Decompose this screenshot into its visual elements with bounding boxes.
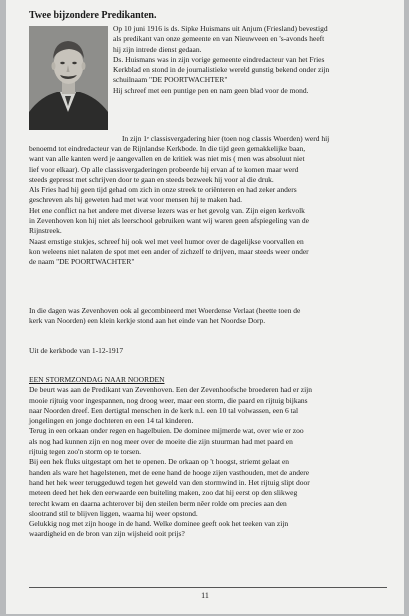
body-line: Rijnstreek. <box>29 226 62 236</box>
story-line: terecht kwam en daarna achterover bij den steilen berm nêer rolde om precies aan den <box>29 498 287 508</box>
story-line: handen als ware het hagelstenen, met de eene hand de hooge zijen vasthouden, met de andere <box>29 467 310 477</box>
story-line: De beurt was aan de Predikant van Zevenhoven. Een der Zevenhoofsche broederen had er zijn <box>29 385 313 395</box>
body-line: lief voor elkaar). Op alle classisvergaderingen probeerde hij ervan af te komen maar werd <box>29 164 299 174</box>
page-number: 11 <box>201 591 209 600</box>
classis-first-line: In zijn 1ᵉ classisvergadering hier (toen nog classis Woerden) werd hij <box>122 134 330 143</box>
body-line: kon weleens niet nalaten de spot met een ander of zichzelf te drijven, maar steeds weer onder <box>29 246 309 256</box>
story-line: rijtuig tegen zoo'n storm op te torsen. <box>29 447 141 457</box>
body-line: geschreven als hij geweten had met wat voor mensen hij te maken had. <box>29 195 243 205</box>
body-line: benoemd tot eindredacteur van de Rijnlandse Kerkbode. In die tijd geen gemakkelijke baan, <box>29 144 306 153</box>
intro-line: Ds. Huismans was in zijn vorige gemeente eindredacteur van het Fries <box>113 54 325 64</box>
story-line: mooie rijtuig voor ingespannen, nog droog weer, maar een storm, die paard en rijtuig bijkans <box>29 395 308 405</box>
story-line: slootrand stil te blijven liggen, waarna hij weer opstond. <box>29 508 198 518</box>
body-line: in Zevenhoven kon hij niet als leerschool gebruiken want wij waren geen afspiegeling van de <box>29 216 309 226</box>
closing-line: In die dagen was Zevenhoven ook al gecombineerd met Woerdense Verlaat (heette toen de <box>29 306 301 315</box>
story-line: meteen deed het hek den eerwaarde een buiteling maken, zoo dat hij eerst op den slikweg <box>29 488 298 498</box>
portrait-figure-image <box>29 26 108 130</box>
document-page <box>6 0 404 614</box>
story-title: EEN STORMZONDAG NAAR NOORDEN <box>29 375 165 384</box>
body-line: de naam "DE POORTWACHTER" <box>29 257 135 267</box>
intro-line: als predikant van onze gemeente en van Nieuwveen en 's-avonds heeft <box>113 34 325 44</box>
intro-paragraph <box>113 24 398 96</box>
source-label: Uit de kerkbode van 1-12-1917 <box>29 346 124 355</box>
body-line: want van alle kanten werd je aangevallen en de kritiek was niet mis ( men was absoluut niet <box>29 154 305 164</box>
portrait-photo <box>29 26 108 130</box>
body-line: Het ene conflict na het andere met diverse lezers was er het gevolg van. Zijn eigen kerkvolk <box>29 205 305 215</box>
intro-line: hij zijn intrede dienst gedaan. <box>113 44 202 54</box>
story-line: naar Noorden dreef. Een dertigtal menschen in de kerk n.l. een 10 tal volwassen, een 6 tal <box>29 405 299 415</box>
body-line: Naast ernstige stukjes, schreef hij ook wel met veel humor over de dagelijkse voorvallen en <box>29 236 304 246</box>
closing-paragraph <box>29 306 389 327</box>
story-line: Terug in een orkaan onder regen en hagelbuien. De dominee mijmerde wat, over wie er zoo <box>29 426 304 436</box>
story-line: hand het hek weer teruggeduwd tegen het geweld van den stormwind in. Het rijtuig slipt door <box>29 477 310 487</box>
intro-line: schuilnaam "DE POORTWACHTER" <box>113 75 228 85</box>
story-line: als nog had kunnen zijn en nog meer over de moeite die zijn stuurman had met paard en <box>29 436 293 446</box>
footer-divider <box>29 587 387 588</box>
story-line: waardigheid en de bron van zijn wijsheid ooit prijs? <box>29 529 185 539</box>
intro-line: Kerkblad en stond in de journalistieke wereld gunstig bekend onder zijn <box>113 65 330 75</box>
story-section <box>29 375 389 540</box>
article-body <box>29 144 389 268</box>
intro-line: Hij schreef met een puntige pen en nam geen blad voor de mond. <box>113 85 309 95</box>
closing-line: kerk van Noorden) een klein kerkje stond aan het einde van het Noordse Dorp. <box>29 316 266 326</box>
body-line: Als Fries had hij geen tijd gehad om zich in onze streek te oriënteren en had zeker anders <box>29 185 297 195</box>
story-line: Bij een hek fluks uitgestapt om het te openen. De orkaan op 't hoogst, striemt gelaat en <box>29 457 290 467</box>
article-heading: Twee bijzondere Predikanten. <box>29 10 157 21</box>
intro-line: Op 10 juni 1916 is ds. Sipke Huismans uit Anjum (Friesland) bevestigd <box>113 24 328 33</box>
story-line: Gelukkig nog met zijn hooge in de hand. Welke dominee geeft ook het teeken van zijn <box>29 519 289 529</box>
body-line: steeds gepresst met schrijven door te gaan en steeds bezweek hij voor al die druk. <box>29 174 274 184</box>
story-line: jongelingen en jonge dochteren en een 14 tal kinderen. <box>29 416 194 426</box>
